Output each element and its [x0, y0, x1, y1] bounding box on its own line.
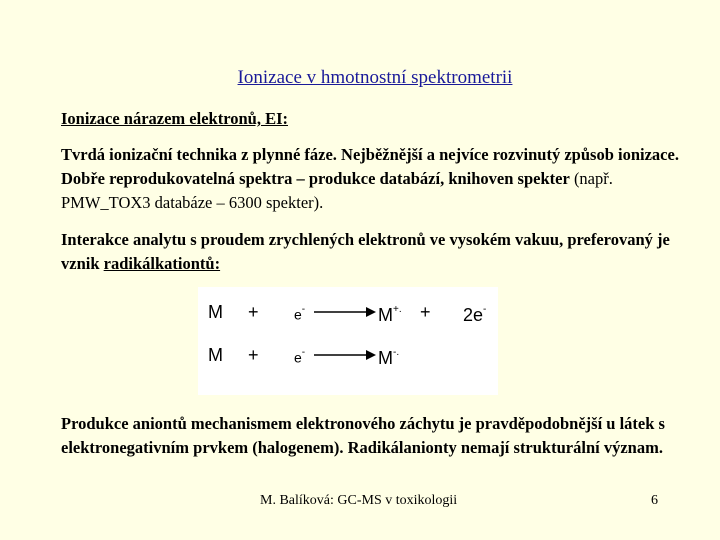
plus-sign: +: [248, 345, 259, 365]
product-ion: M-.: [378, 347, 400, 368]
ionization-equations: [198, 287, 498, 395]
interaction-text: Interakce analytu s proudem zrychlených elektronů ve vysokém vakuu, preferovaný je vznik: [61, 230, 670, 273]
radical-cations-term: radikálkationtů:: [103, 254, 221, 273]
hard-ionization-paragraph: [61, 143, 691, 215]
reaction-arrow-icon: [314, 349, 376, 361]
reactant-molecule: M: [208, 345, 223, 365]
hard-ionization-normal-text: (např. PMW_TOX3 databáze – 6300 spekter).: [61, 169, 613, 212]
interaction-paragraph: [61, 228, 691, 276]
product-ion: M+.: [378, 304, 402, 325]
ei-heading-text: Ionizace nárazem elektronů, EI:: [61, 109, 288, 128]
anion-paragraph: Produkce aniontů mechanismem elektronového záchytu je pravděpodobnější u látek s elektronegativním prvkem (halogenem). Radikálanionty nemají strukturální význam.: [61, 414, 665, 457]
byproduct-electrons: 2e-: [463, 304, 487, 325]
plus-sign: +: [248, 302, 259, 322]
electron: e-: [294, 347, 306, 366]
electron: e-: [294, 304, 306, 323]
page-number: 6: [651, 493, 658, 508]
equation-row-cation: [198, 297, 498, 327]
equation-row-anion: [198, 340, 498, 370]
footer-text: M. Balíková: GC-MS v toxikologii: [260, 493, 458, 508]
ei-heading: [61, 107, 691, 131]
reactant-molecule: M: [208, 302, 223, 322]
hard-ionization-bold-text: Tvrdá ionizační technika z plynné fáze. Nejběžnější a nejvíce rozvinutý způsob ionizace. Dobře reprodukovatelná spektra – produkce databází, knihoven spekter: [61, 145, 679, 188]
plus-sign: +: [420, 302, 431, 322]
reaction-arrow-icon: [314, 306, 376, 318]
slide-title: Ionizace v hmotnostní spektrometrii: [237, 67, 513, 88]
